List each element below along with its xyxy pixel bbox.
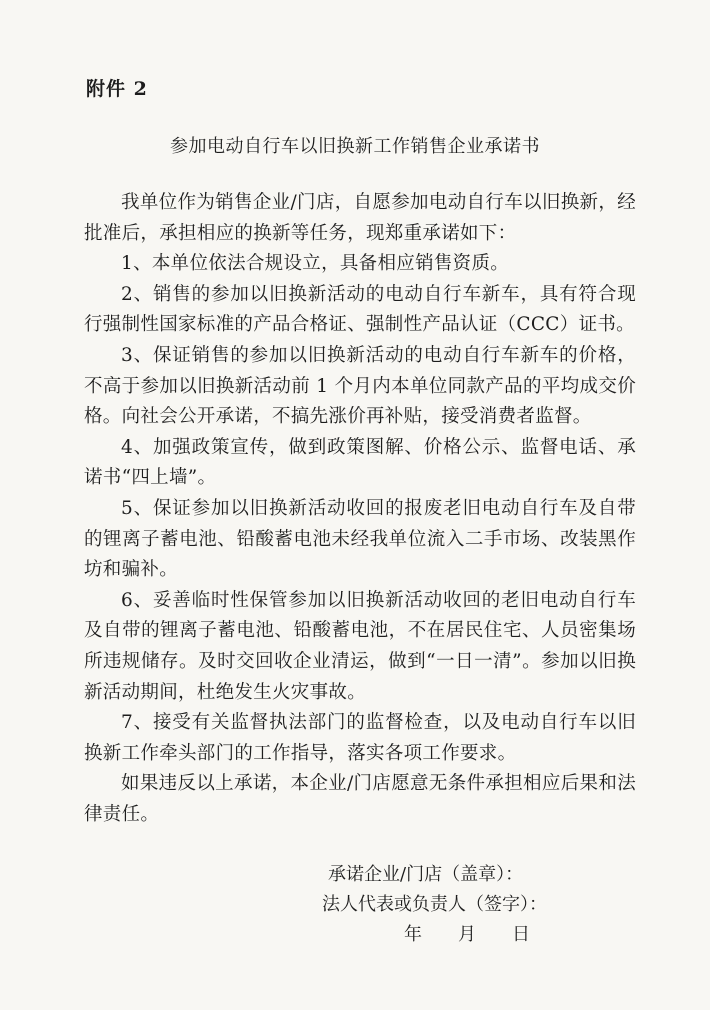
commitment-item-2: 2、销售的参加以旧换新活动的电动自行车新车，具有符合现行强制性国家标准的产品合格证、强制性产品认证（CCC）证书。 (84, 283, 636, 336)
document-title: 参加电动自行车以旧换新工作销售企业承诺书 (170, 136, 540, 157)
attachment-label: 附件 2 (86, 78, 148, 100)
signature-block (322, 860, 547, 950)
closing-paragraph: 如果违反以上承诺，本企业/门店愿意无条件承担相应后果和法律责任。 (84, 773, 636, 825)
representative-signature-line: 法人代表或负责人（签字）： (322, 894, 547, 915)
commitment-item-3: 3、保证销售的参加以旧换新活动的电动自行车新车的价格，不高于参加以旧换新活动前 1 个月内本单位同款产品的平均成交价格。向社会公开承诺，不搞先涨价再补贴，接受消费者监督。 (84, 344, 636, 428)
commitment-item-5: 5、保证参加以旧换新活动收回的报废老旧电动自行车及自带的锂离子蓄电池、铅酸蓄电池未经我单位流入二手市场、改装黑作坊和骗补。 (84, 497, 636, 581)
document-body (84, 188, 636, 830)
commitment-item-7: 7、接受有关监督执法部门的监督检查，以及电动自行车以旧换新工作牵头部门的工作指导，落实各项工作要求。 (84, 712, 636, 764)
commitment-item-4: 4、加强政策宣传，做到政策图解、价格公示、监督电话、承诺书“四上墙”。 (84, 436, 636, 489)
commitment-item-1: 1、本单位依法合规设立，具备相应销售资质。 (121, 253, 510, 275)
commitment-item-6: 6、妥善临时性保管参加以旧换新活动收回的老旧电动自行车及自带的锂离子蓄电池、铅酸蓄电池，不在居民住宅、人员密集场所违规储存。及时交回收企业清运，做到“一日一清”。参加以旧换新活动期间，杜绝发生火灾事故。 (84, 589, 636, 703)
company-seal-line: 承诺企业/门店（盖章）： (328, 864, 524, 885)
intro-paragraph: 我单位作为销售企业/门店，自愿参加电动自行车以旧换新，经批准后，承担相应的换新等任务，现郑重承诺如下： (84, 192, 636, 244)
date-line: 年 月 日 (404, 924, 530, 945)
